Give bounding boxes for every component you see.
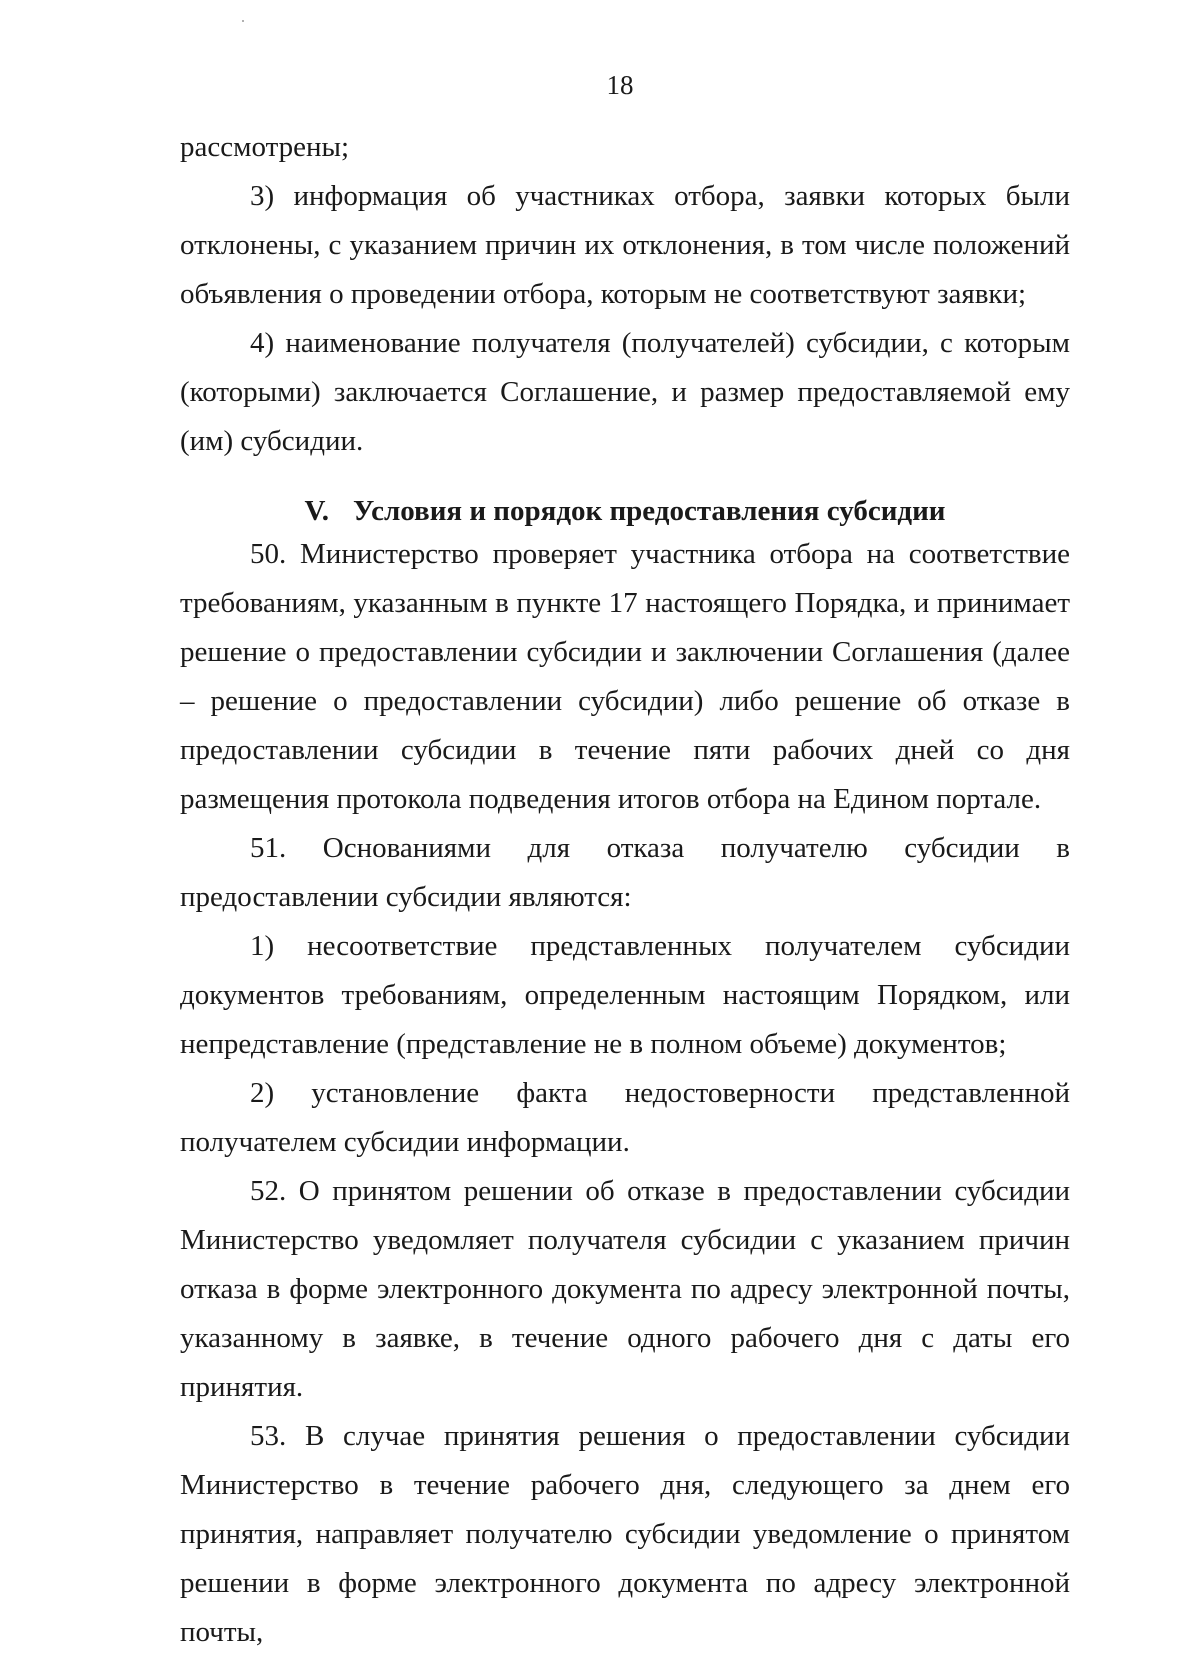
paragraph-52: 52. О принятом решении об отказе в предоставлении субсидии Министерство уведомляет получателя субсидии с указанием причин отказа в форме электронного документа по адресу электронной почты, указанному в заявке, в течение одного рабочего дня с даты его принятия. <box>180 1175 1070 1403</box>
paragraph-item-3: 3) информация об участниках отбора, заявки которых были отклонены, с указанием причин их отклонения, в том числе положений объявления о проведении отбора, которым не соответствуют заявки; <box>180 180 1070 310</box>
paragraph-51-item-2: 2) установление факта недостоверности представленной получателем субсидии информации. <box>180 1077 1070 1158</box>
section-title: Условия и порядок предоставления субсидии <box>352 495 946 527</box>
paragraph-51: 51. Основаниями для отказа получателю субсидии в предоставлении субсидии являются: <box>180 832 1070 913</box>
scan-speck <box>242 20 244 22</box>
paragraph: рассмотрены; <box>180 131 350 163</box>
paragraph-item-4: 4) наименование получателя (получателей) субсидии, с которым (которыми) заключается Соглашение, и размер предоставляемой ему (им) субсидии. <box>180 327 1070 457</box>
section-heading <box>180 493 1070 529</box>
paragraph-51-item-1: 1) несоответствие представленных получателем субсидии документов требованиям, определенным настоящим Порядком, или непредставление (представление не в полном объеме) документов; <box>180 930 1070 1060</box>
paragraph-50: 50. Министерство проверяет участника отбора на соответствие требованиям, указанным в пункте 17 настоящего Порядка, и принимает решение о предоставлении субсидии и заключении Соглашения (далее – решение о предоставлении субсидии) либо решение об отказе в предоставлении субсидии в течение пяти рабочих дней со дня размещения протокола подведения итогов отбора на Едином портале. <box>180 538 1070 815</box>
section-text-block <box>180 530 1070 1657</box>
page-number: 18 <box>606 70 634 100</box>
paragraph-53: 53. В случае принятия решения о предоставлении субсидии Министерство в течение рабочего дня, следующего за днем его принятия, направляет получателю субсидии уведомление о принятом решении в форме электронного документа по адресу электронной почты, <box>180 1420 1070 1648</box>
section-number: V. <box>304 495 329 527</box>
top-text-block <box>180 123 1070 466</box>
